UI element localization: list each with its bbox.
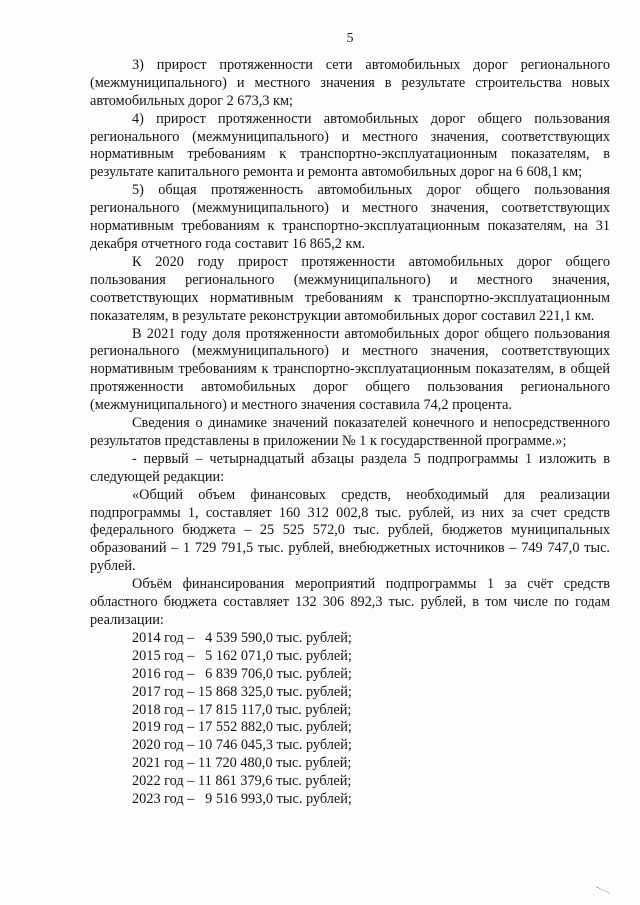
- year-item: 2018 год – 17 815 117,0 тыс. рублей;: [132, 701, 352, 718]
- paragraph-2020-result: К 2020 году прирост протяженности автомобильных дорог общего пользования регионального (межмуниципального) и местного значения, соответствующих нормативным требованиям к транспортно-эксплуатационным показателям, в результате реконструкции автомобильных дорог составил 221,1 км.: [90, 253, 610, 324]
- year-item: 2020 год – 10 746 045,3 тыс. рублей;: [132, 737, 352, 754]
- paragraph-regional-budget: Объём финансирования мероприятий подпрограммы 1 за счёт средств областного бюджета составляет 132 306 892,3 тыс. рублей, в том числе по годам реализации:: [90, 576, 610, 628]
- paragraph-2021-share: В 2021 году доля протяженности автомобильных дорог общего пользования регионального (межмуниципального) и местного значения, соответствующих нормативным требованиям к транспортно-эксплуатационным показателям, в общей протяженности автомобильных дорог общего пользования регионального (межмуниципального) и местного значения составила 74,2 процента.: [90, 325, 610, 414]
- paragraph-amendment-instruction: - первый – четырнадцатый абзацы раздела 5 подпрограммы 1 изложить в следующей редакции:: [90, 450, 610, 485]
- year-item: 2015 год – 5 162 071,0 тыс. рублей;: [132, 647, 352, 664]
- scan-mark: [596, 878, 613, 894]
- paragraph-item-5: 5) общая протяженность автомобильных дорог общего пользования регионального (межмуниципального) и местного значения, соответствующих нормативным требованиям к транспортно-эксплуатационным показателям, на 31 декабря отчетного года составит 16 865,2 км.: [90, 182, 610, 252]
- paragraph-item-4: 4) прирост протяженности автомобильных дорог общего пользования регионального (межмуниципального) и местного значения, соответствующих нормативным требованиям к транспортно-эксплуатационным показателям, в результате капитального ремонта и ремонта автомобильных дорог на 6 608,1 км;: [90, 110, 610, 181]
- year-item: 2014 год – 4 539 590,0 тыс. рублей;: [132, 629, 352, 646]
- funding-by-year-list: [90, 630, 610, 809]
- paragraph-indicators-reference: Сведения о динамике значений показателей конечного и непосредственного результатов представлены в приложении № 1 к государственной программе.»;: [90, 415, 610, 449]
- year-item: 2016 год – 6 839 706,0 тыс. рублей;: [132, 665, 352, 682]
- year-item: 2021 год – 11 720 480,0 тыс. рублей;: [132, 755, 352, 772]
- page-number: 5: [346, 31, 354, 46]
- year-item: 2023 год – 9 516 993,0 тыс. рублей;: [132, 791, 352, 808]
- paragraph-total-funding: «Общий объем финансовых средств, необходимый для реализации подпрограммы 1, составляет 160 312 002,8 тыс. рублей, из них за счет средств федерального бюджета – 25 525 572,0 тыс. рублей, бюджетов муниципальных образований – 1 729 791,5 тыс. рублей, внебюджетных источников – 749 747,0 тыс. рублей.: [90, 486, 610, 575]
- year-item: 2019 год – 17 552 882,0 тыс. рублей;: [132, 719, 352, 736]
- year-item: 2017 год – 15 868 325,0 тыс. рублей;: [132, 683, 352, 700]
- paragraph-item-3: 3) прирост протяженности сети автомобильных дорог регионального (межмуниципального) и местного значения в результате строительства новых автомобильных дорог 2 673,3 км;: [90, 56, 610, 109]
- year-item: 2022 год – 11 861 379,6 тыс. рублей;: [132, 773, 352, 790]
